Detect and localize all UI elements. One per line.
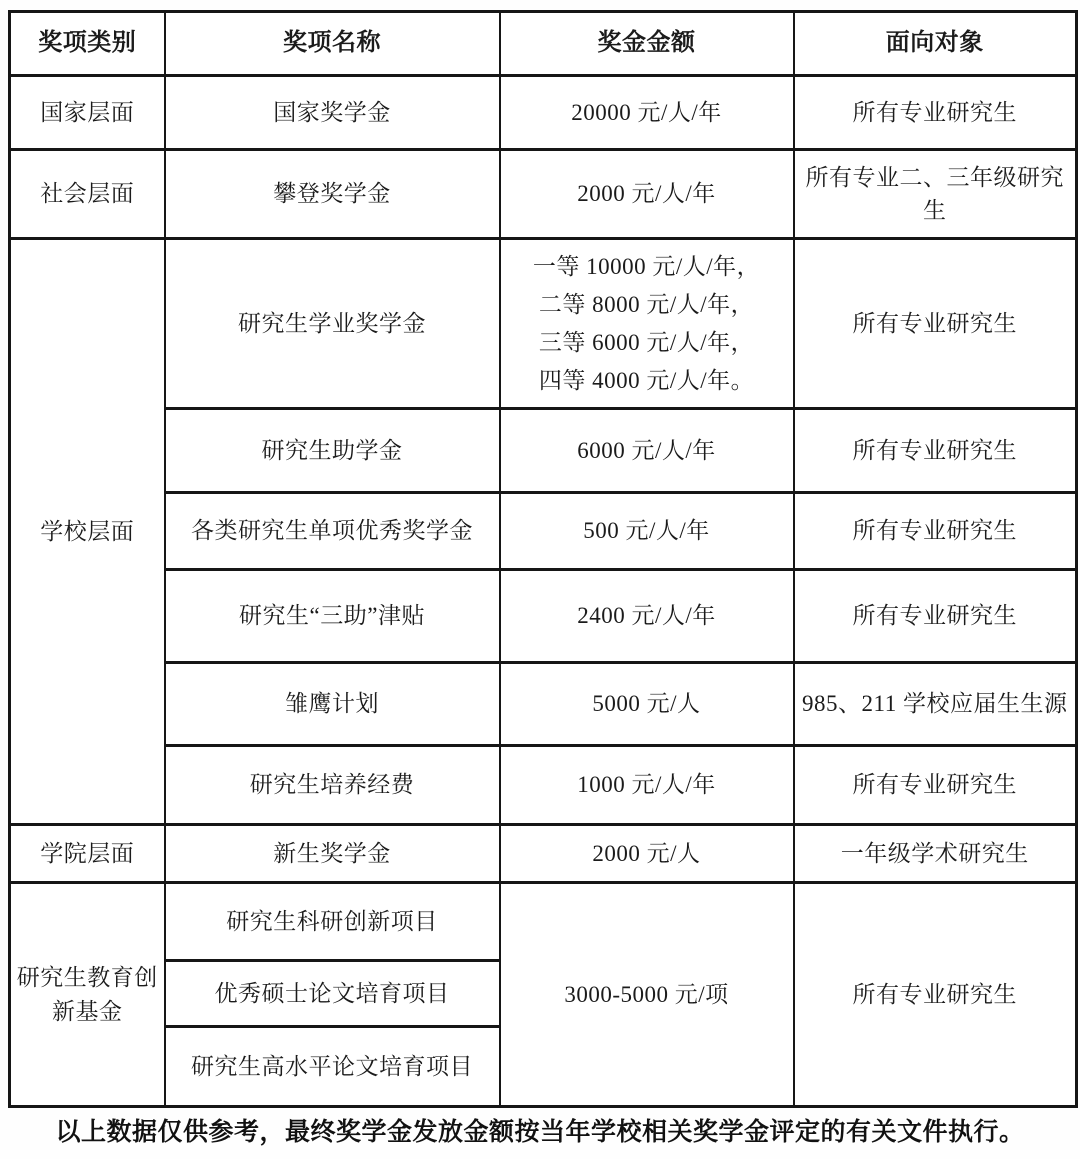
- cell-amount: 3000-5000 元/项: [500, 883, 794, 1107]
- cell-name: 研究生高水平论文培育项目: [165, 1027, 500, 1107]
- cell-category: 研究生教育创新基金: [10, 883, 165, 1107]
- cell-target: 所有专业二、三年级研究生: [794, 150, 1077, 239]
- cell-name: 优秀硕士论文培育项目: [165, 961, 500, 1027]
- table-row: [10, 239, 1077, 409]
- header-name: 奖项名称: [165, 12, 500, 76]
- scholarship-table: [8, 10, 1078, 1108]
- table-header-row: [10, 12, 1077, 76]
- cell-name: 研究生助学金: [165, 409, 500, 493]
- cell-target: 所有专业研究生: [794, 409, 1077, 493]
- cell-category: 社会层面: [10, 150, 165, 239]
- cell-amount: 6000 元/人/年: [500, 409, 794, 493]
- cell-name: 新生奖学金: [165, 825, 500, 883]
- amount-tier-line: 三等 6000 元/人/年，: [538, 329, 755, 355]
- cell-amount: 500 元/人/年: [500, 493, 794, 570]
- cell-target: 所有专业研究生: [794, 76, 1077, 150]
- cell-name: 研究生学业奖学金: [165, 239, 500, 409]
- cell-target: 所有专业研究生: [794, 746, 1077, 825]
- amount-tier-line: 四等 4000 元/人/年。: [538, 367, 755, 393]
- header-amount: 奖金金额: [500, 12, 794, 76]
- table-row: [10, 663, 1077, 746]
- cell-target: 所有专业研究生: [794, 883, 1077, 1107]
- header-category: 奖项类别: [10, 12, 165, 76]
- table-row: [10, 570, 1077, 663]
- table-row: [10, 825, 1077, 883]
- cell-amount: 5000 元/人: [500, 663, 794, 746]
- amount-tier-line: 一等 10000 元/人/年，: [532, 253, 761, 279]
- cell-name: 各类研究生单项优秀奖学金: [165, 493, 500, 570]
- cell-target: 所有专业研究生: [794, 570, 1077, 663]
- cell-target: 985、211 学校应届生生源: [794, 663, 1077, 746]
- cell-name: 攀登奖学金: [165, 150, 500, 239]
- cell-name: 研究生培养经费: [165, 746, 500, 825]
- cell-amount: [500, 239, 794, 409]
- cell-category: 国家层面: [10, 76, 165, 150]
- cell-category: 学校层面: [10, 239, 165, 825]
- cell-target: 一年级学术研究生: [794, 825, 1077, 883]
- table-row: [10, 883, 1077, 961]
- table-row: [10, 746, 1077, 825]
- header-target: 面向对象: [794, 12, 1077, 76]
- table-row: [10, 409, 1077, 493]
- cell-name: 研究生“三助”津贴: [165, 570, 500, 663]
- cell-name: 国家奖学金: [165, 76, 500, 150]
- cell-category: 学院层面: [10, 825, 165, 883]
- table-row: [10, 150, 1077, 239]
- cell-amount: 20000 元/人/年: [500, 76, 794, 150]
- footer-note: 以上数据仅供参考，最终奖学金发放金额按当年学校相关奖学金评定的有关文件执行。: [55, 1118, 1025, 1146]
- table-row: [10, 76, 1077, 150]
- cell-amount: 1000 元/人/年: [500, 746, 794, 825]
- cell-amount: 2000 元/人: [500, 825, 794, 883]
- amount-tier-line: 二等 8000 元/人/年，: [538, 291, 755, 317]
- table-row: [10, 493, 1077, 570]
- cell-amount: 2000 元/人/年: [500, 150, 794, 239]
- cell-target: 所有专业研究生: [794, 493, 1077, 570]
- cell-amount: 2400 元/人/年: [500, 570, 794, 663]
- cell-target: 所有专业研究生: [794, 239, 1077, 409]
- cell-name: 雏鹰计划: [165, 663, 500, 746]
- amount-tier-list: [505, 248, 789, 400]
- cell-name: 研究生科研创新项目: [165, 883, 500, 961]
